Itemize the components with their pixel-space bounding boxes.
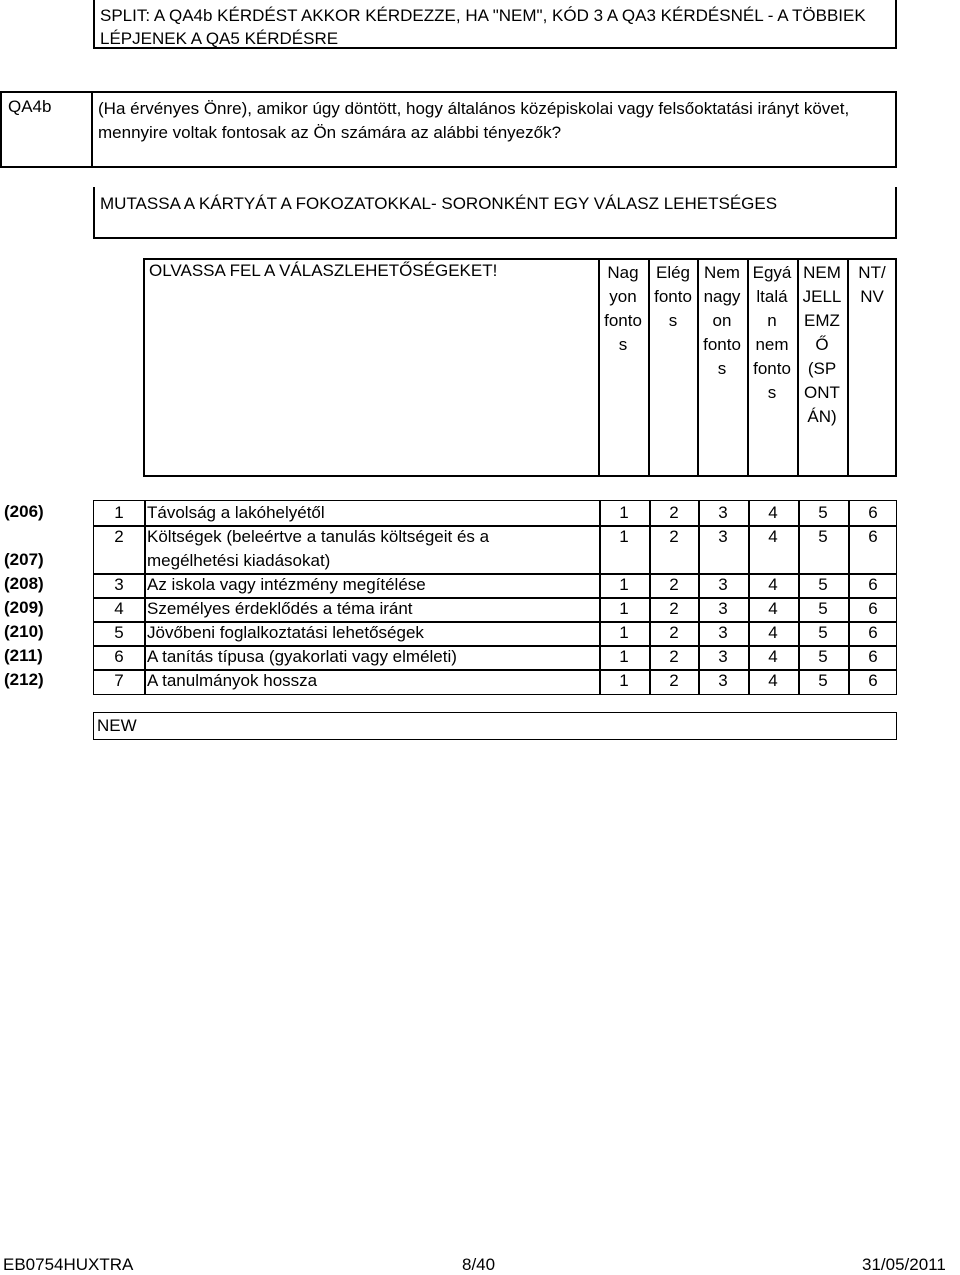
table-row <box>94 525 896 573</box>
answer-header-line: EMZ <box>804 311 840 330</box>
item-number: 3 <box>114 575 124 594</box>
item-code: (212) <box>4 670 44 689</box>
answer-header-line: s <box>717 359 727 378</box>
scale-code[interactable]: 5 <box>818 575 828 594</box>
answer-header-line: Elég <box>655 263 691 282</box>
answer-header-line: fonto <box>654 287 692 306</box>
scale-code[interactable]: 4 <box>768 527 778 546</box>
row-divider <box>94 573 896 575</box>
item-number: 4 <box>114 599 124 618</box>
answer-header-1 <box>599 261 647 357</box>
row-divider <box>94 525 896 527</box>
scale-code[interactable]: 3 <box>718 623 728 642</box>
column-divider <box>698 501 700 694</box>
scale-code[interactable]: 6 <box>868 647 878 666</box>
answer-header-line: Nem <box>704 263 740 282</box>
item-label <box>147 645 457 669</box>
answer-header-4 <box>748 261 796 405</box>
scale-code[interactable]: 6 <box>868 671 878 690</box>
column-divider <box>144 501 146 694</box>
scale-code[interactable]: 2 <box>669 671 679 690</box>
answer-header-line: JELL <box>802 287 842 306</box>
question-code: QA4b <box>8 97 52 116</box>
table-row <box>94 621 896 645</box>
column-divider <box>748 501 750 694</box>
scale-code[interactable]: 3 <box>718 599 728 618</box>
item-label-line: Személyes érdeklődés a téma iránt <box>147 599 413 618</box>
answer-header-6 <box>848 261 896 309</box>
scale-code[interactable]: 1 <box>619 671 629 690</box>
answer-header-line: on <box>712 311 732 330</box>
item-label <box>147 525 489 573</box>
scale-code[interactable]: 6 <box>868 575 878 594</box>
answer-header-line: Nag <box>607 263 639 282</box>
item-label-line: Távolság a lakóhelyétől <box>147 503 325 522</box>
item-number: 7 <box>114 671 124 690</box>
scale-code[interactable]: 3 <box>718 671 728 690</box>
answer-header-line: s <box>668 311 678 330</box>
answer-header-line: n <box>767 311 777 330</box>
answer-header-line: ÁN) <box>807 407 837 426</box>
new-label: NEW <box>97 716 137 735</box>
column-divider <box>599 501 601 694</box>
item-code: (208) <box>4 574 44 593</box>
answer-header-line: s <box>618 335 628 354</box>
footer-page-number: 8/40 <box>462 1255 496 1274</box>
scale-code[interactable]: 6 <box>868 503 878 522</box>
scale-code[interactable]: 5 <box>818 527 828 546</box>
scale-code[interactable]: 4 <box>768 599 778 618</box>
scale-code[interactable]: 4 <box>768 671 778 690</box>
scale-code[interactable]: 1 <box>619 599 629 618</box>
scale-code[interactable]: 5 <box>818 671 828 690</box>
answer-header-3 <box>698 261 746 381</box>
item-label <box>147 597 413 621</box>
table-row <box>94 645 896 669</box>
item-code: (211) <box>4 646 43 665</box>
table-row <box>94 669 896 693</box>
answer-header-line: yon <box>609 287 637 306</box>
item-label-line: A tanulmányok hossza <box>147 671 318 690</box>
read-out-instruction: OLVASSA FEL A VÁLASZLEHETŐSÉGEKET! <box>149 261 498 280</box>
item-label <box>147 621 424 645</box>
item-code: (207) <box>4 550 44 569</box>
scale-code[interactable]: 3 <box>718 503 728 522</box>
show-card-text: MUTASSA A KÁRTYÁT A FOKOZATOKKAL- SORONKÉNT EGY VÁLASZ LEHETSÉGES <box>100 194 778 213</box>
scale-code[interactable]: 6 <box>868 599 878 618</box>
answer-header-line: Ő <box>815 335 829 354</box>
question-text-cell <box>91 91 897 168</box>
scale-code[interactable]: 4 <box>768 575 778 594</box>
answer-header-line: (SP <box>807 359 837 378</box>
column-divider <box>848 501 850 694</box>
scale-code[interactable]: 3 <box>718 647 728 666</box>
answer-header-line: nagy <box>703 287 741 306</box>
item-label <box>147 669 317 693</box>
question-code-cell <box>0 91 93 168</box>
answer-header-line: NT/ <box>858 263 886 282</box>
answer-header-line: ONT <box>804 383 840 402</box>
column-divider <box>798 501 800 694</box>
answer-header-line: ltalá <box>756 287 788 306</box>
item-number: 1 <box>114 503 124 522</box>
show-card-instruction <box>93 187 897 239</box>
split-instruction-text: SPLIT: A QA4b KÉRDÉST AKKOR KÉRDEZZE, HA "NEM", KÓD 3 A QA3 KÉRDÉSNÉL - A TÖBBIEK LÉPJENEK A QA5 KÉRDÉSRE <box>100 6 866 48</box>
question-text: (Ha érvényes Önre), amikor úgy döntött, hogy általános középiskolai vagy felsőoktatási irányt követ, mennyire voltak fontosak az Ön számára az alábbi tényezők? <box>98 99 850 142</box>
scale-code[interactable]: 2 <box>669 503 679 522</box>
scale-code[interactable]: 1 <box>619 503 629 522</box>
scale-code[interactable]: 1 <box>619 623 629 642</box>
split-instruction <box>93 0 897 49</box>
scale-code[interactable]: 4 <box>768 647 778 666</box>
answer-header-line: Egyá <box>752 263 792 282</box>
scale-code[interactable]: 3 <box>718 527 728 546</box>
answer-header-line: fonto <box>753 359 791 378</box>
column-divider <box>649 501 651 694</box>
footer-doc-id: EB0754HUXTRA <box>3 1255 134 1274</box>
scale-code[interactable]: 3 <box>718 575 728 594</box>
scale-code[interactable]: 4 <box>768 503 778 522</box>
item-code: (206) <box>4 502 44 521</box>
footer-date: 31/05/2011 <box>862 1255 946 1274</box>
item-label <box>147 501 325 525</box>
answer-header-line: fonto <box>604 311 642 330</box>
item-label-line: Jövőbeni foglalkoztatási lehetőségek <box>147 623 424 642</box>
answer-header-line: NEM <box>803 263 841 282</box>
row-divider <box>94 645 896 647</box>
item-code: (209) <box>4 598 44 617</box>
scale-code[interactable]: 5 <box>818 647 828 666</box>
items-table <box>93 500 897 695</box>
scale-code[interactable]: 2 <box>669 647 679 666</box>
answer-header-line: s <box>767 383 777 402</box>
item-label-line: A tanítás típusa (gyakorlati vagy elméleti) <box>147 647 457 666</box>
new-marker <box>93 712 897 740</box>
item-number: 5 <box>114 623 124 642</box>
item-code: (210) <box>4 622 44 641</box>
scale-code[interactable]: 6 <box>868 527 878 546</box>
table-row <box>94 573 896 597</box>
item-label-line: Költségek (beleértve a tanulás költségeit és a <box>147 527 490 546</box>
answer-header-line: nem <box>755 335 789 354</box>
scale-code[interactable]: 2 <box>669 575 679 594</box>
scale-code[interactable]: 2 <box>669 527 679 546</box>
table-row <box>94 501 896 525</box>
scale-code[interactable]: 2 <box>669 599 679 618</box>
scale-code[interactable]: 5 <box>818 503 828 522</box>
item-label <box>147 573 426 597</box>
item-number: 2 <box>114 527 124 546</box>
answer-header-line: NV <box>860 287 884 306</box>
scale-code[interactable]: 1 <box>619 575 629 594</box>
row-divider <box>94 669 896 671</box>
answer-header-line: fonto <box>703 335 741 354</box>
scale-code[interactable]: 1 <box>619 527 629 546</box>
scale-code[interactable]: 4 <box>768 623 778 642</box>
answer-header-2 <box>649 261 697 333</box>
scale-code[interactable]: 6 <box>868 623 878 642</box>
item-label-line: megélhetési kiadásokat) <box>147 551 331 570</box>
row-divider <box>94 621 896 623</box>
item-number: 6 <box>114 647 124 666</box>
answer-header-5 <box>798 261 846 429</box>
table-row <box>94 597 896 621</box>
scale-code[interactable]: 1 <box>619 647 629 666</box>
scale-code[interactable]: 5 <box>818 623 828 642</box>
scale-code[interactable]: 2 <box>669 623 679 642</box>
item-label-line: Az iskola vagy intézmény megítélése <box>147 575 426 594</box>
scale-code[interactable]: 5 <box>818 599 828 618</box>
row-divider <box>94 597 896 599</box>
